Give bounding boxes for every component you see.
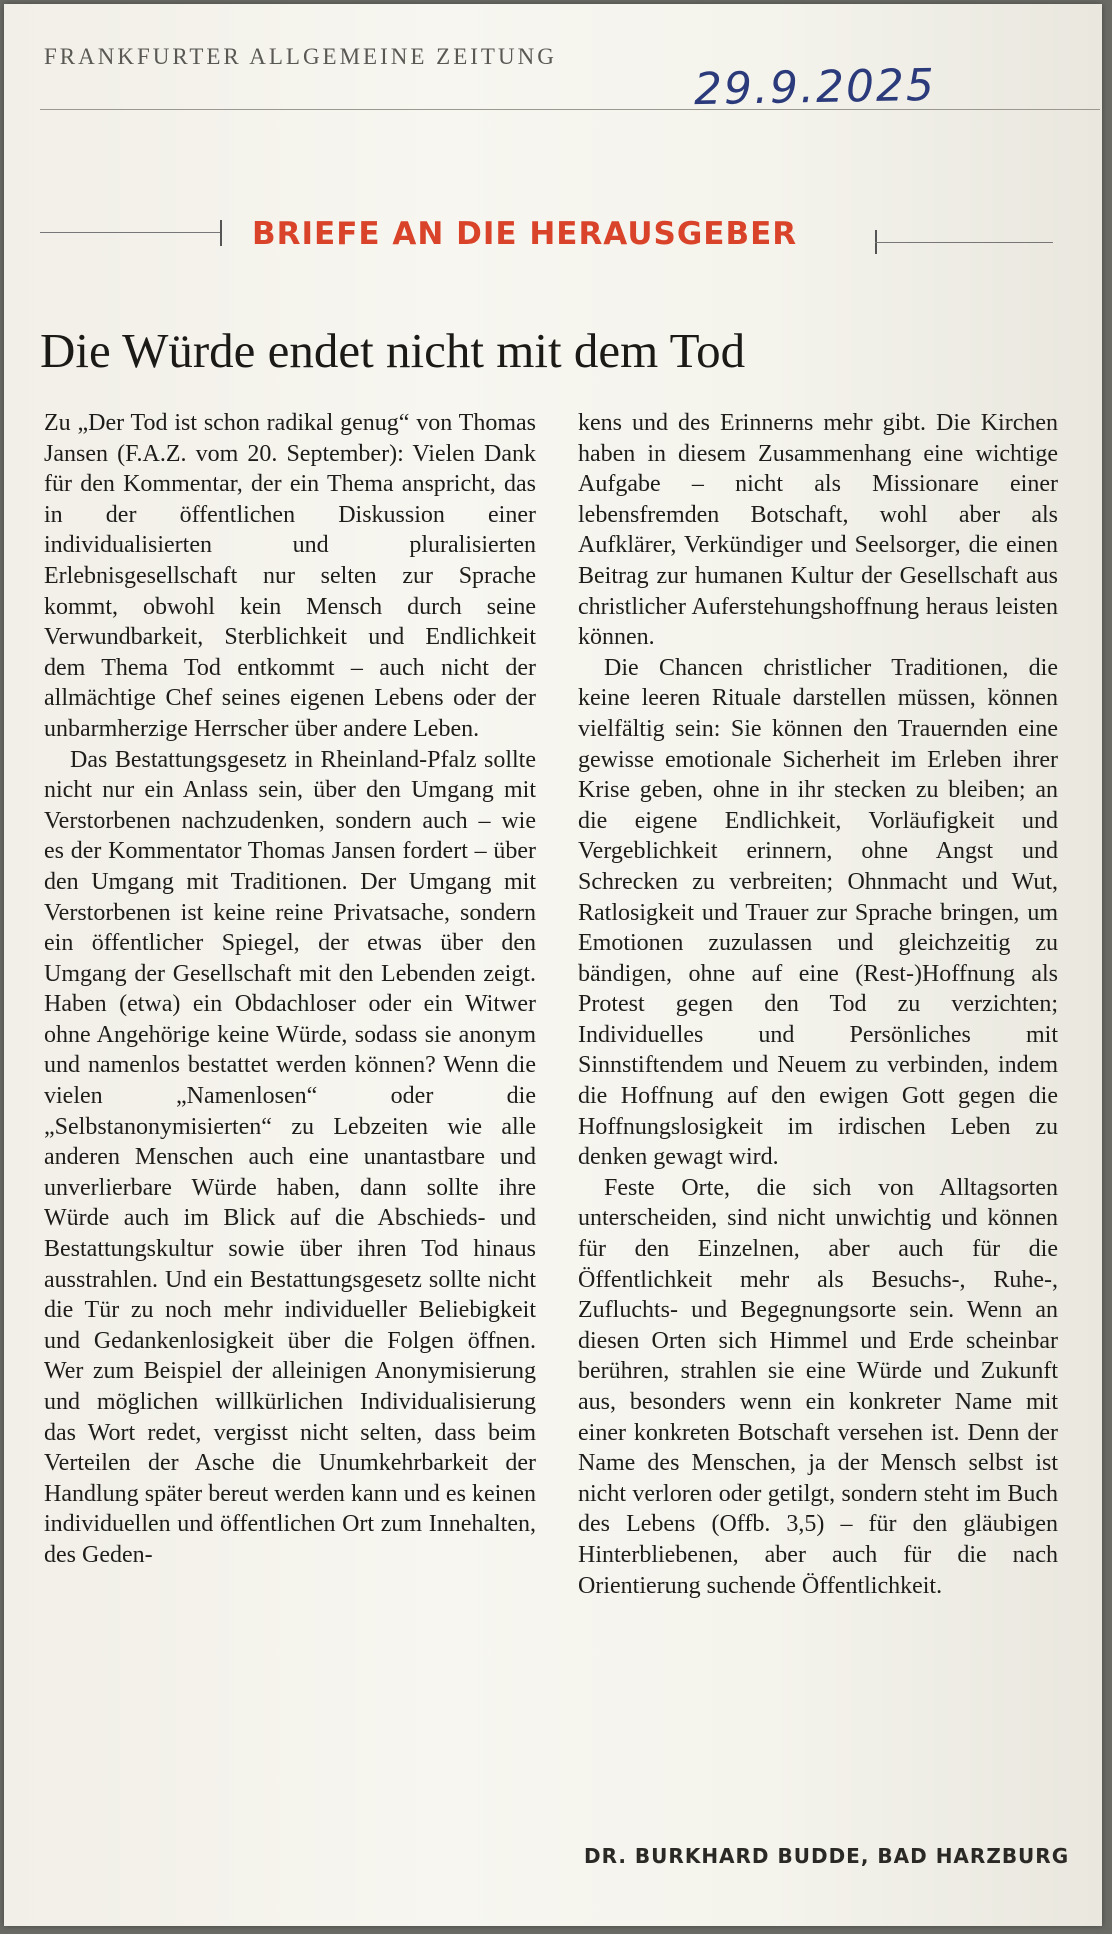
rubric-rule-left [40, 232, 220, 233]
rubric-rule-right [875, 242, 1053, 243]
masthead-rule [40, 109, 1100, 110]
paragraph: Feste Orte, die sich von Alltagsorten unterscheiden, sind nicht unwichtig und können für den Einzelnen, aber auch für die Öffentlichkeit mehr als Besuchs-, Ruhe-, Zufluchts- und Begegnungsorte sein. Wenn an diesen Orten sich Himmel und Erde scheinbar berühren, strahlen sie eine Würde und Zukunft aus, besonders wenn ein konkreter Name mit einer konkreten Botschaft versehen ist. Denn der Name des Menschen, ja der Mensch selbst ist nicht verloren oder getilgt, sondern steht im Buch des Lebens (Offb. 3,5) – für den gläubigen Hinterbliebenen, aber auch für die nach Orientierung suchende Öffentlichkeit. [578, 1174, 1058, 1599]
paragraph: Das Bestattungsgesetz in Rheinland-Pfalz sollte nicht nur ein Anlass sein, über den Umgang mit Verstorbenen nachzudenken, sondern auch – wie es der Kommentator Thomas Jansen fordert – über den Umgang mit Traditionen. Der Umgang mit Verstorbenen ist keine reine Privatsache, sondern ein öffentlicher Spiegel, der etwas über den Umgang der Gesellschaft mit den Lebenden zeigt. Haben (etwa) ein Obdachloser oder ein Witwer ohne Angehörige keine Würde, sodass sie anonym und namenlos bestattet werden können? Wenn die vielen „Namenlosen“ oder die „Selbstanonymisierten“ zu Lebzeiten wie alle anderen Menschen auch eine unantastbare und unverlierbare Würde haben, dann sollte ihre Würde auch im Blick auf die Abschieds- und Bestattungskultur sowie über ihren Tod hinaus ausstrahlen. Und ein Bestattungsgesetz sollte nicht die Tür zu noch mehr individueller Beliebigkeit und Gedankenlosigkeit über die Folgen öffnen. Wer zum Beispiel der alleinigen Anonymisierung und möglichen willkürlichen Individualisierung das Wort redet, vergisst nicht selten, dass beim Verteilen der Asche die Unumkehrbarkeit der Handlung später bereut werden kann und es keinen individuellen und öffentlichen Ort zum Innehalten, des Geden- [44, 746, 536, 1568]
newspaper-clipping [4, 4, 1102, 1926]
rubric-label: BRIEFE AN DIE HERAUSGEBER [252, 216, 798, 252]
paragraph: kens und des Erinnerns mehr gibt. Die Kirchen haben in diesem Zusammenhang eine wichtige Aufgabe – nicht als Missionare einer lebensfremden Botschaft, wohl aber als Aufklärer, Verkündiger und Seelsorger, die einen Beitrag zur humanen Kultur der Gesellschaft aus christlicher Auferstehungshoffnung heraus leisten können. [578, 410, 1058, 651]
article-column-right [578, 408, 1058, 1601]
section-rubric [40, 216, 1054, 256]
paragraph: Die Chancen christlicher Traditionen, die keine leeren Rituale darstellen müssen, können vielfältig sein: Sie können den Trauernden eine gewisse emotionale Sicherheit im Erleben ihrer Krise geben, ohne in ihr stecken zu bleiben; an die eigene Endlichkeit, Vorläufigkeit und Vergeblichkeit erinnern, ohne Angst und Schrecken zu verbreiten; Ohnmacht und Wut, Ratlosigkeit und Trauer zur Sprache bringen, um Emotionen zuzulassen und gleichzeitig zu bändigen, ohne auf eine (Rest-)Hoffnung als Protest gegen den Tod zu verzichten; Individuelles und Persönliches mit Sinnstiftendem und Neuem zu verbinden, indem die Hoffnung auf den ewigen Gott gegen die Hoffnungslosigkeit im irdischen Leben zu denken gewagt wird. [578, 654, 1058, 1171]
article-headline: Die Würde endet nicht mit dem Tod [40, 323, 746, 378]
article-column-left [44, 408, 536, 1571]
author-signature: DR. BURKHARD BUDDE, BAD HARZBURG [584, 1844, 1070, 1868]
handwritten-date: 29.9.2025 [693, 59, 937, 116]
newspaper-masthead: FRANKFURTER ALLGEMEINE ZEITUNG [44, 44, 557, 69]
rubric-tick-left [220, 220, 222, 246]
paragraph: Zu „Der Tod ist schon radikal genug“ von Thomas Jansen (F.A.Z. vom 20. September): Vielen Dank für den Kommentar, der ein Thema anspricht, das in der öffentlichen Diskussion einer individualisierten und pluralisierten Erlebnisgesellschaft nur selten zur Sprache kommt, obwohl kein Mensch durch seine Verwundbarkeit, Sterblichkeit und Endlichkeit dem Thema Tod entkommt – auch nicht der allmächtige Chef seines eigenen Lebens oder der unbarmherzige Herrscher über andere Leben. [44, 410, 536, 742]
